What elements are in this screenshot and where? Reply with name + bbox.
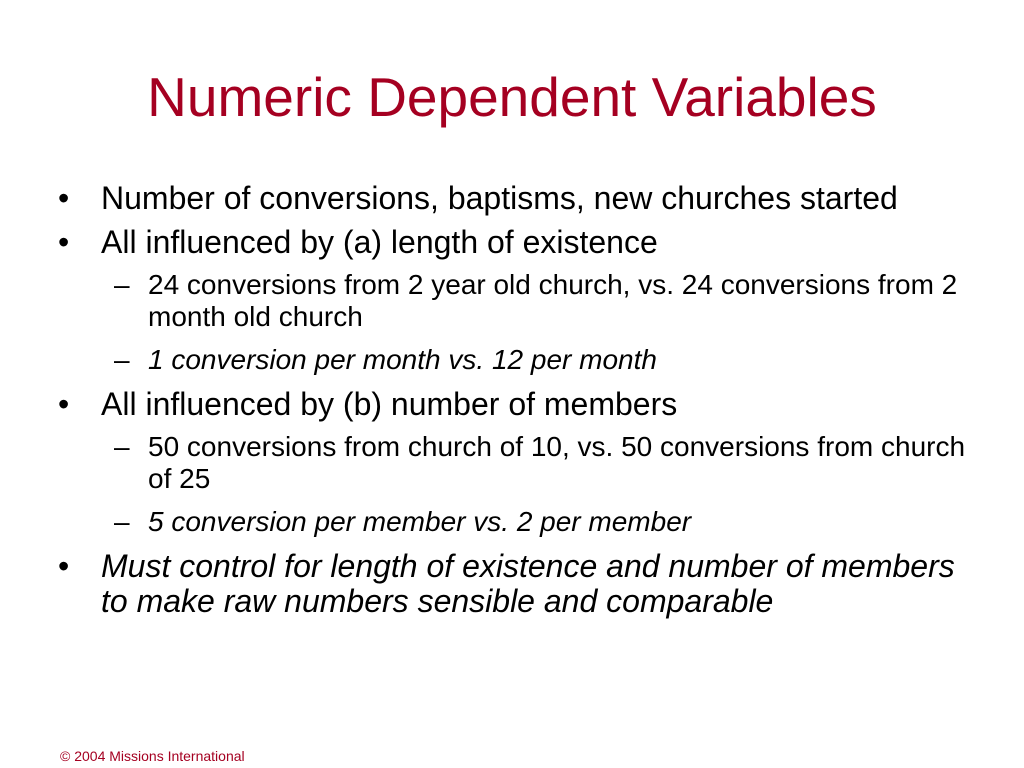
sub-bullet-item [56,344,976,376]
bullet-list [56,181,976,628]
bullet-icon: • [58,180,70,216]
bullet-icon: • [58,224,70,260]
dash-icon: – [114,344,130,375]
bullet-text: Must control for length of existence and number of members to make raw numbers sensible and comparable [101,548,955,619]
bullet-text: Number of conversions, baptisms, new churches started [101,180,898,216]
bullet-text: All influenced by (b) number of members [101,386,678,422]
bullet-item [56,181,976,216]
sub-bullet-text: 24 conversions from 2 year old church, vs. 24 conversions from 2 month old church [148,269,958,332]
slide-title: Numeric Dependent Variables [147,66,877,128]
bullet-item [56,387,976,422]
bullet-icon: • [58,548,70,584]
sub-bullet-text: 50 conversions from church of 10, vs. 50 conversions from church of 25 [148,431,966,494]
dash-icon: – [114,431,130,462]
sub-bullet-item [56,506,976,538]
dash-icon: – [114,269,130,300]
bullet-text: All influenced by (a) length of existence [101,224,658,260]
bullet-item [56,549,976,619]
sub-bullet-text: 1 conversion per month vs. 12 per month [148,344,657,375]
sub-bullet-item [56,431,976,495]
sub-bullet-item [56,269,976,333]
bullet-item [56,225,976,260]
copyright-footer: © 2004 Missions International [60,748,245,764]
bullet-icon: • [58,386,70,422]
dash-icon: – [114,506,130,537]
sub-bullet-text: 5 conversion per member vs. 2 per member [148,506,692,537]
